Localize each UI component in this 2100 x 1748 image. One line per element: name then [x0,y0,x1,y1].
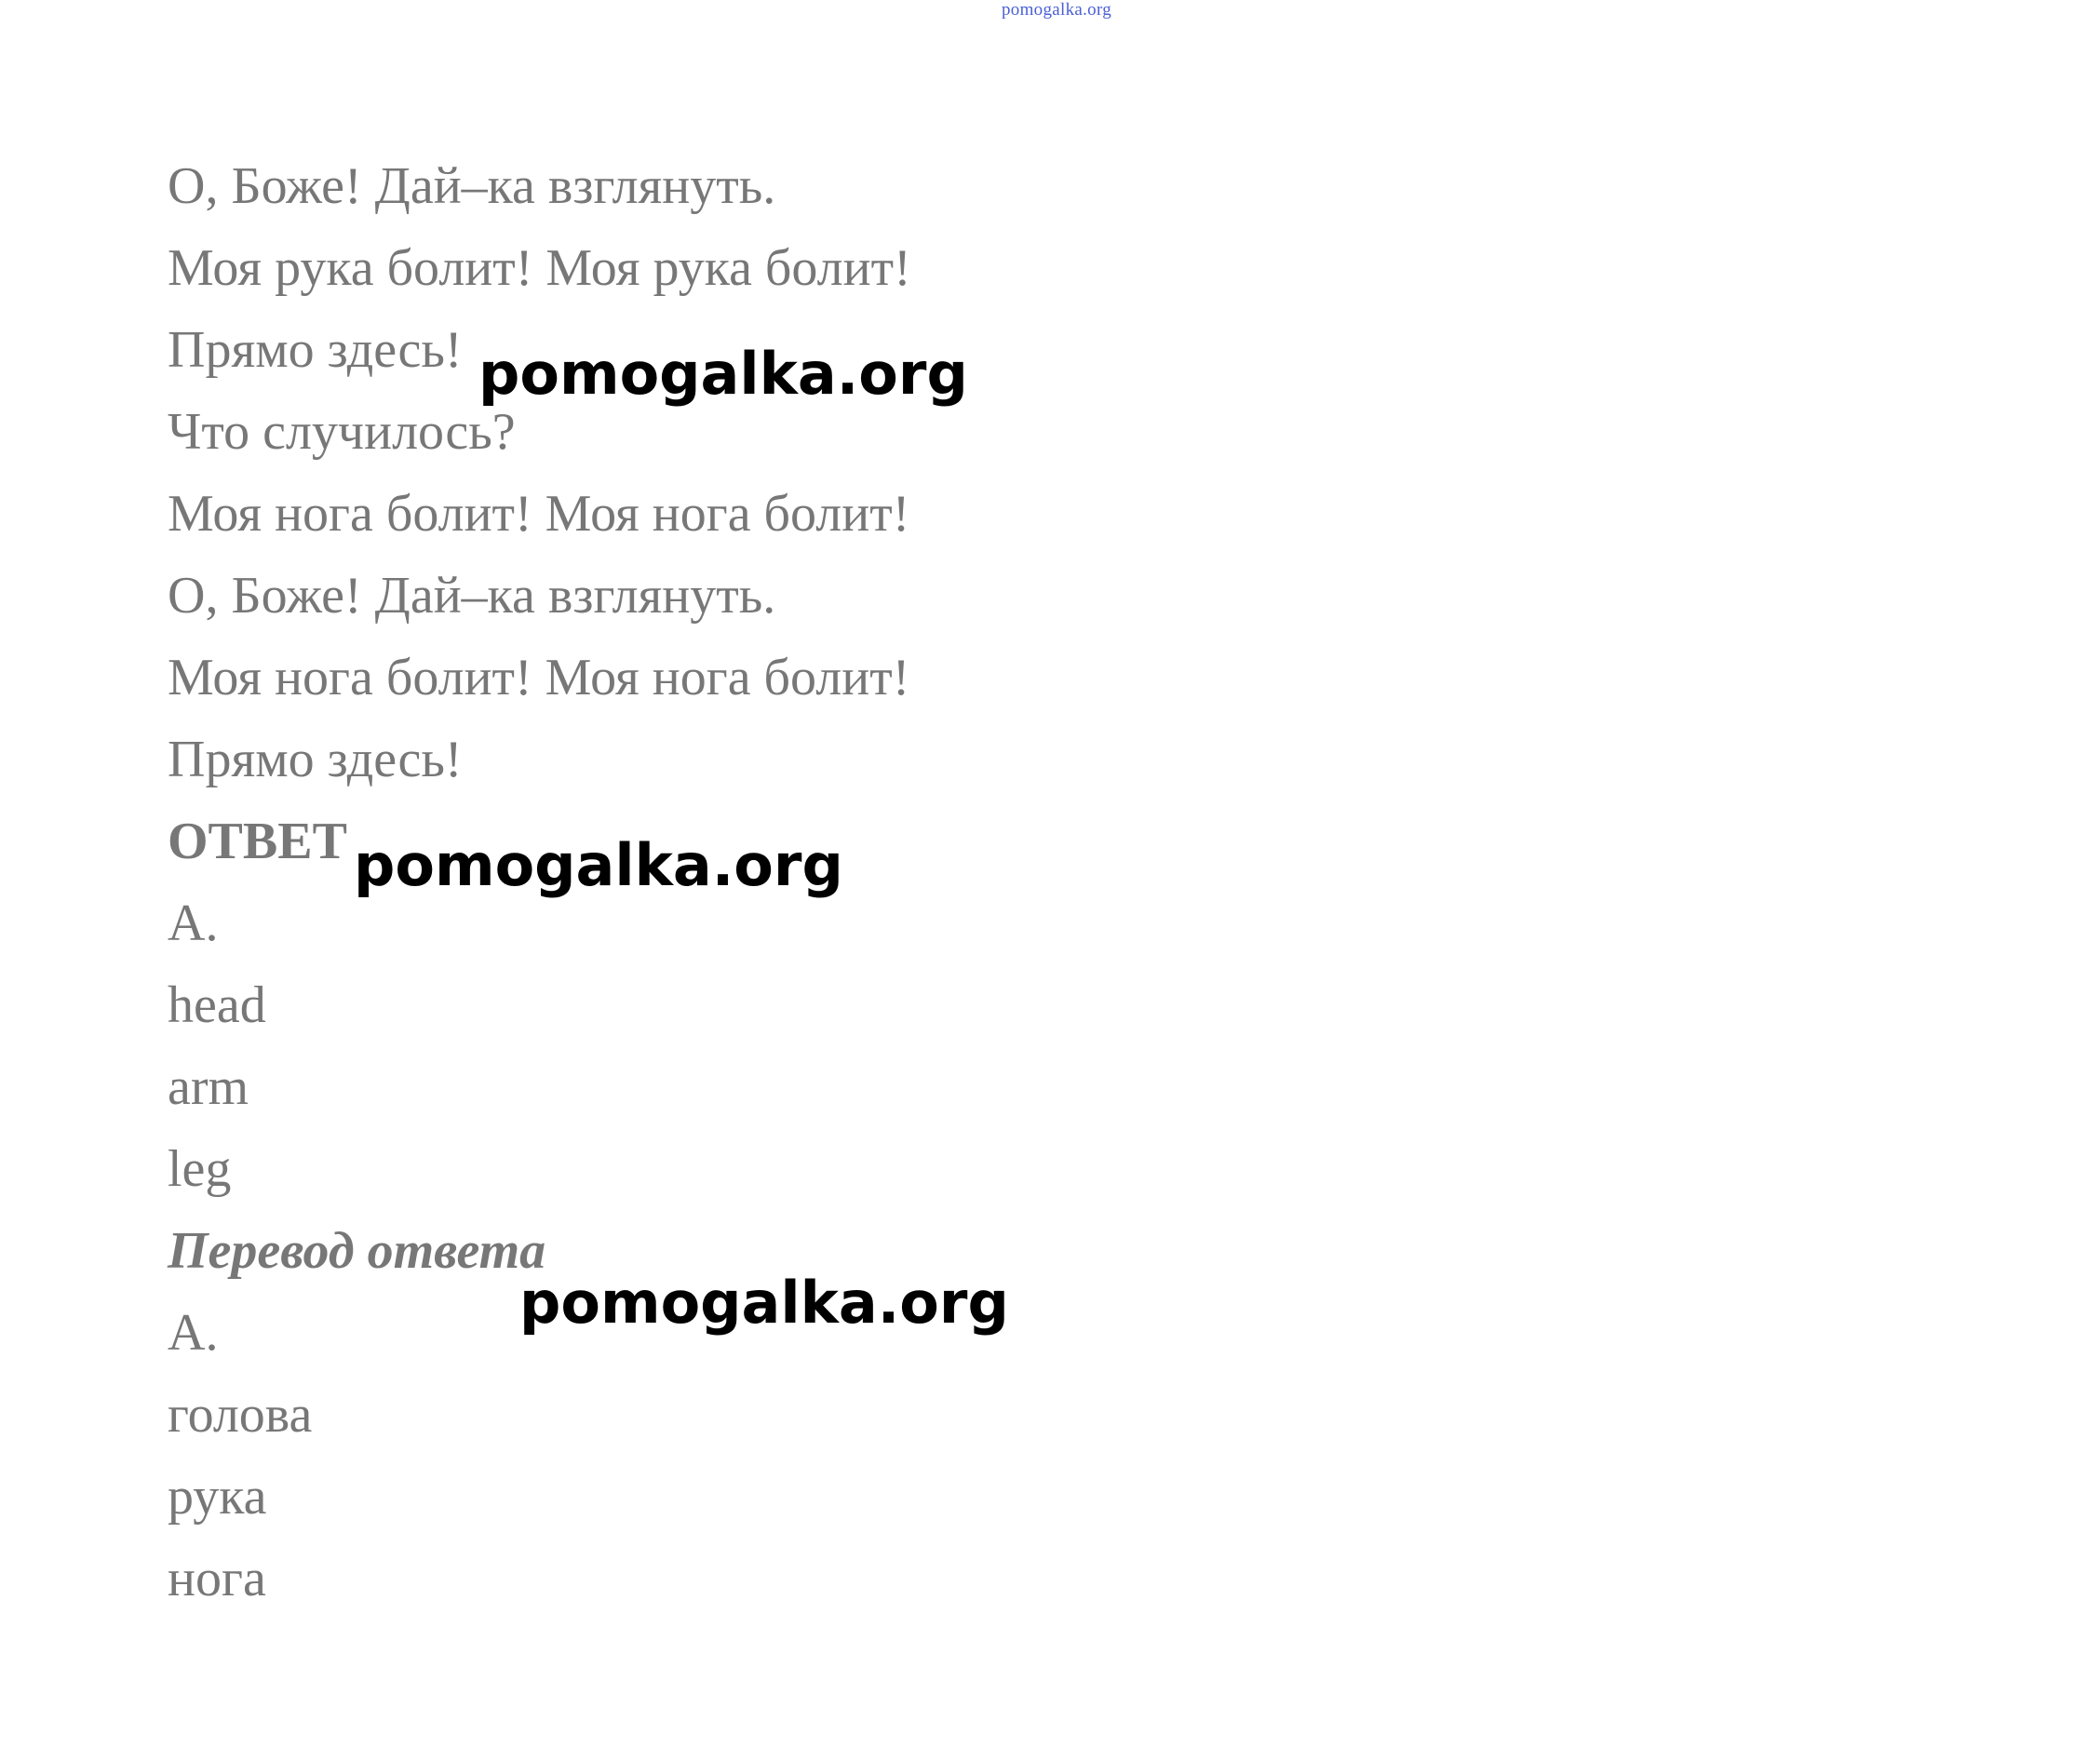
watermark-3: pomogalka.org [519,1269,1009,1337]
answer-word-2: arm [168,1058,249,1116]
translation-heading: Перевод ответа [168,1222,546,1280]
translation-word-1: голова [168,1386,313,1444]
text-line-2: Моя рука болит! Моя рука болит! [168,239,911,297]
translation-section-label: A. [168,1304,219,1362]
watermark-1: pomogalka.org [478,340,968,408]
text-line-4: Что случилось? [168,403,516,461]
text-line-5: Моя нога болит! Моя нога болит! [168,485,910,543]
translation-word-2: рука [168,1468,267,1526]
answer-word-3: leg [168,1140,232,1198]
answer-heading: ОТВЕТ [168,813,347,870]
translation-word-3: нога [168,1550,266,1607]
watermark-2: pomogalka.org [354,831,843,899]
text-line-1: О, Боже! Дай–ка взглянуть. [168,157,776,215]
text-line-7: Моя нога болит! Моя нога болит! [168,649,910,706]
answer-section-label: A. [168,894,219,952]
text-line-6: О, Боже! Дай–ка взглянуть. [168,567,776,625]
text-line-8: Прямо здесь! [168,731,463,788]
text-line-3: Прямо здесь! [168,321,463,379]
answer-word-1: head [168,976,266,1034]
header-site-link[interactable]: pomogalka.org [1002,0,1112,20]
